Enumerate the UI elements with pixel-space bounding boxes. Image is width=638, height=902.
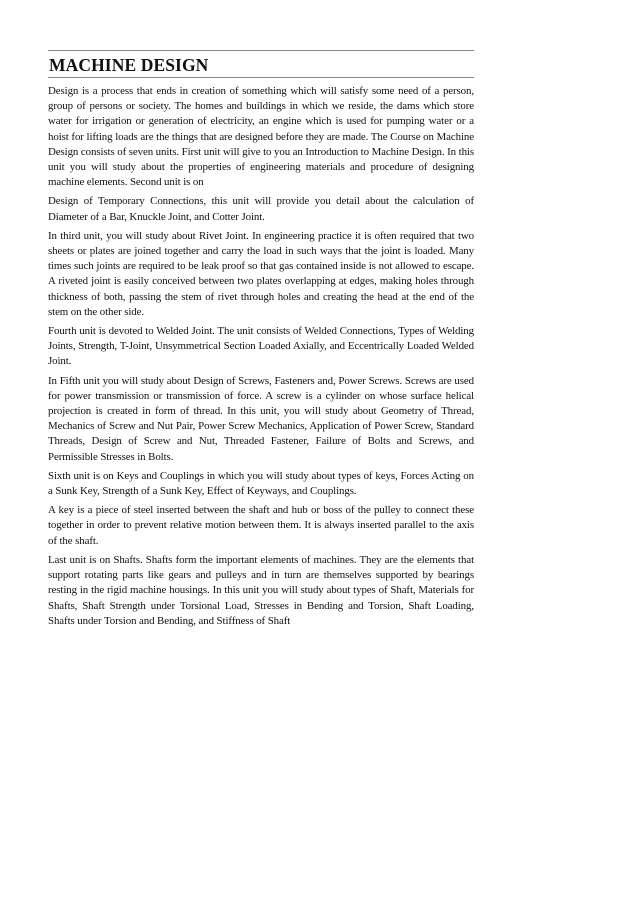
paragraph-key-definition: A key is a piece of steel inserted between the shaft and hub or boss of the pulley to connect these together in order to prevent relative motion between them. It is always inserted parallel to the axis of the shaft. <box>48 504 474 547</box>
title-underline-rule <box>48 77 474 78</box>
paragraph-introduction: Design is a process that ends in creation of something which will satisfy some need of a person, group of persons or society. The homes and buildings in which we reside, the dams which store water for irrigation or generation of electricity, an engine which is used for pumping water or a hoist for lifting loads are the things that are designed before they are made. The Course on Machine Design consists of seven units. First unit will give to you an Introduction to Machine Design. In this unit you will study about the properties of engineering materials and procedure of designing machine elements. Second unit is on <box>48 85 474 189</box>
paragraph-shafts: Last unit is on Shafts. Shafts form the important elements of machines. They are the elements that support rotating parts like gears and pulleys and in turn are themselves supported by bearings resting in the rigid machine housings. In this unit you will study about types of Shaft, Materials for Shafts, Shaft Strength under Torsional Load, Stresses in Bending and Torsion, Shaft Loading, Shafts under Torsion and Bending, and Stiffness of Shaft <box>48 553 474 627</box>
document-page <box>48 50 474 633</box>
document-body <box>48 84 474 629</box>
paragraph-welded-joint: Fourth unit is devoted to Welded Joint. The unit consists of Welded Connections, Types of Welding Joints, Strength, T-Joint, Unsymmetrical Section Loaded Axially, and Eccentrically Loaded Welded Joint. <box>48 325 474 368</box>
paragraph-temporary-connections: Design of Temporary Connections, this unit will provide you detail about the calculation of Diameter of a Bar, Knuckle Joint, and Cotter Joint. <box>48 195 474 223</box>
paragraph-rivet-joint: In third unit, you will study about Rivet Joint. In engineering practice it is often required that two sheets or plates are joined together and carry the load in such ways that the joint is loaded. Many times such joints are required to be leak proof so that gas contained inside is not allowed to escape. A riveted joint is easily conceived between two plates overlapping at edges, making holes through thickness of both, passing the stem of rivet through holes and creating the head at the end of the stem on the other side. <box>48 229 474 318</box>
paragraph-screws: In Fifth unit you will study about Design of Screws, Fasteners and, Power Screws. Screws are used for power transmission or transmission of force. A screw is a cylinder on whose surface helical projection is created in form of thread. In this unit, you will study about Geometry of Thread, Mechanics of Screw and Nut Pair, Power Screw Mechanics, Application of Power Screw, Standard Threads, Design of Screw and Nut, Threaded Fastener, Failure of Bolts and Screws, and Permissible Stresses in Bolts. <box>48 374 474 463</box>
paragraph-keys-couplings: Sixth unit is on Keys and Couplings in which you will study about types of keys, Forces Acting on a Sunk Key, Strength of a Sunk Key, Effect of Keyways, and Couplings. <box>48 469 474 498</box>
document-title: MACHINE DESIGN <box>49 55 209 75</box>
